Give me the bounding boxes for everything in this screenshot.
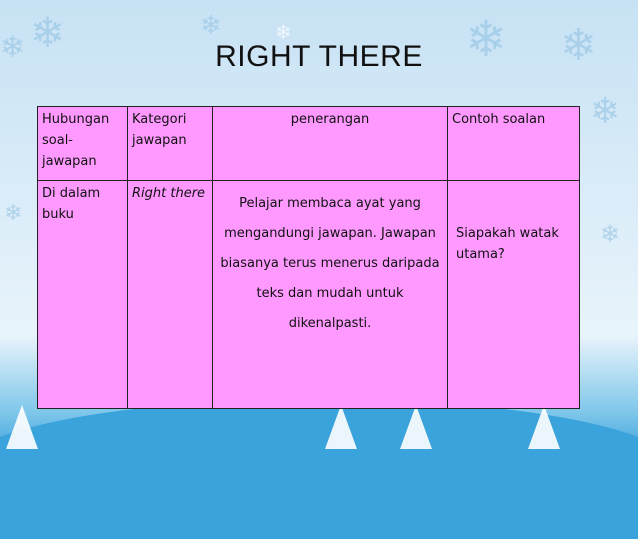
header-penerangan: penerangan xyxy=(213,107,448,181)
snowflake-icon: ❄ xyxy=(4,200,23,225)
snowflake-icon: ❄ xyxy=(600,221,621,248)
header-kategori: Kategori jawapan xyxy=(128,107,213,181)
cell-hubungan: Di dalam buku xyxy=(38,181,128,409)
snowflake-icon: ❄ xyxy=(560,21,597,70)
cell-contoh: Siapakah watak utama? xyxy=(448,181,580,409)
page-title: RIGHT THERE xyxy=(215,40,423,73)
header-hubungan: Hubungan soal-jawapan xyxy=(38,107,128,181)
tree-icon xyxy=(528,405,560,449)
snowflake-icon: ❄ xyxy=(0,31,26,64)
table-header-row xyxy=(38,107,580,181)
table-row xyxy=(38,181,580,409)
snowflake-icon: ❄ xyxy=(590,90,621,131)
cell-penerangan: Pelajar membaca ayat yang mengandungi jawapan. Jawapan biasanya terus menerus daripada teks dan mudah untuk dikenalpasti. xyxy=(213,181,448,409)
snowflake-icon: ❄ xyxy=(200,10,222,40)
header-contoh: Contoh soalan xyxy=(448,107,580,181)
snowflake-icon: ❄ xyxy=(275,22,292,44)
tree-icon xyxy=(325,405,357,449)
cell-kategori: Right there xyxy=(128,181,213,409)
qar-table xyxy=(37,106,580,409)
tree-icon xyxy=(6,405,38,449)
tree-icon xyxy=(400,405,432,449)
snowflake-icon: ❄ xyxy=(465,11,507,67)
snowflake-icon: ❄ xyxy=(30,9,66,56)
